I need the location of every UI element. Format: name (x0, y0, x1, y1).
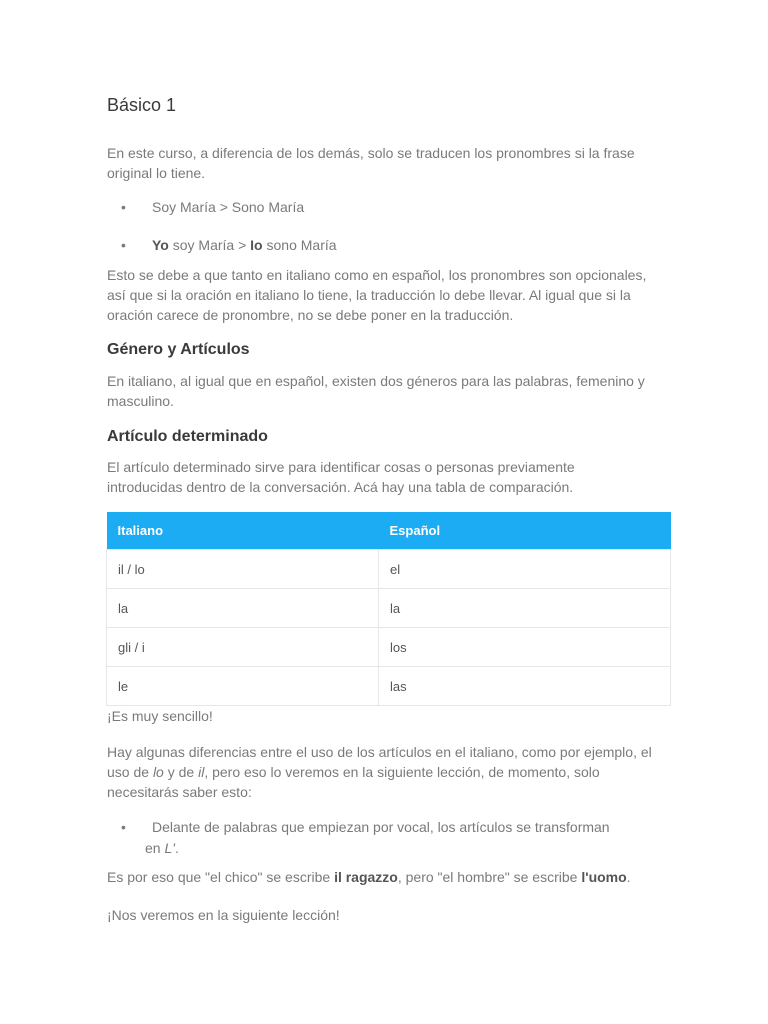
table-row (107, 667, 671, 706)
bullet-vowel-line2 (145, 838, 179, 858)
table-cell: la (379, 589, 671, 628)
bullet-marker: • (121, 237, 126, 253)
bullet-marker: • (121, 819, 126, 835)
page-title: Básico 1 (107, 95, 177, 115)
table-header-row (107, 512, 671, 550)
bullet-marker: • (121, 199, 126, 215)
table-cell: il / lo (107, 550, 379, 589)
table-row (107, 550, 671, 589)
bold-luomo: l'uomo (581, 869, 627, 885)
table-cell: la (107, 589, 379, 628)
heading-gender: Género y Artículos (107, 341, 250, 358)
article-paragraph: El artículo determinado sirve para identificar cosas o personas previamente introducidas dentro de la conversación. Acá hay una tabla de comparación. (107, 459, 575, 495)
italic-l: L' (164, 840, 175, 856)
heading-article: Artículo determinado (107, 428, 268, 445)
comparison-table (106, 512, 671, 706)
table-cell: le (107, 667, 379, 706)
text-part: en (145, 840, 165, 856)
bullet-text-part: sono María (262, 237, 337, 253)
bullet-example-2 (152, 235, 337, 255)
text-part: . (174, 840, 179, 856)
text-part: , pero eso lo veremos en la siguiente lección, de momento, solo necesitarás saber esto: (107, 764, 600, 800)
bullet-vowel-line1: Delante de palabras que empiezan por vocal, los artículos se transforman (152, 819, 610, 835)
closing-line: ¡Nos veremos en la siguiente lección! (107, 907, 340, 923)
table-row (107, 589, 671, 628)
explanation-paragraph: Esto se debe a que tanto en italiano como en español, los pronombres son opcionales, así que si la oración en italiano lo tiene, la traducción lo debe llevar. Al igual que si la oración carece de pronombre, no se debe poner en la traducción. (107, 267, 647, 323)
text-part: y de (163, 764, 199, 780)
italic-il: il (198, 764, 205, 780)
table-cell: gli / i (107, 628, 379, 667)
bullet-example-1: Soy María > Sono María (152, 199, 305, 215)
table-row (107, 628, 671, 667)
table-cell: los (379, 628, 671, 667)
easy-note: ¡Es muy sencillo! (107, 708, 213, 724)
bold-il-ragazzo: il ragazzo (334, 869, 398, 885)
text-part: Hay algunas diferencias entre el uso de los artículos en el italiano, como por ejemplo, el uso de (107, 744, 652, 780)
gender-paragraph: En italiano, al igual que en español, existen dos géneros para las palabras, femenino y masculino. (107, 373, 645, 409)
bold-yo: Yo (152, 237, 169, 253)
text-part: , pero "el hombre" se escribe (397, 869, 582, 885)
italic-lo: lo (152, 764, 164, 780)
intro-paragraph: En este curso, a diferencia de los demás, solo se traducen los pronombres si la frase original lo tiene. (107, 145, 635, 181)
bullet-text-part: soy María > (168, 237, 251, 253)
table-cell: las (379, 667, 671, 706)
text-part: Es por eso que "el chico" se escribe (107, 869, 335, 885)
column-header-espanol: Español (379, 512, 671, 550)
differences-paragraph (107, 742, 667, 802)
text-part: . (626, 869, 631, 885)
column-header-italiano: Italiano (107, 512, 379, 550)
example-paragraph (107, 867, 687, 887)
table-cell: el (379, 550, 671, 589)
bold-io: Io (250, 237, 263, 253)
